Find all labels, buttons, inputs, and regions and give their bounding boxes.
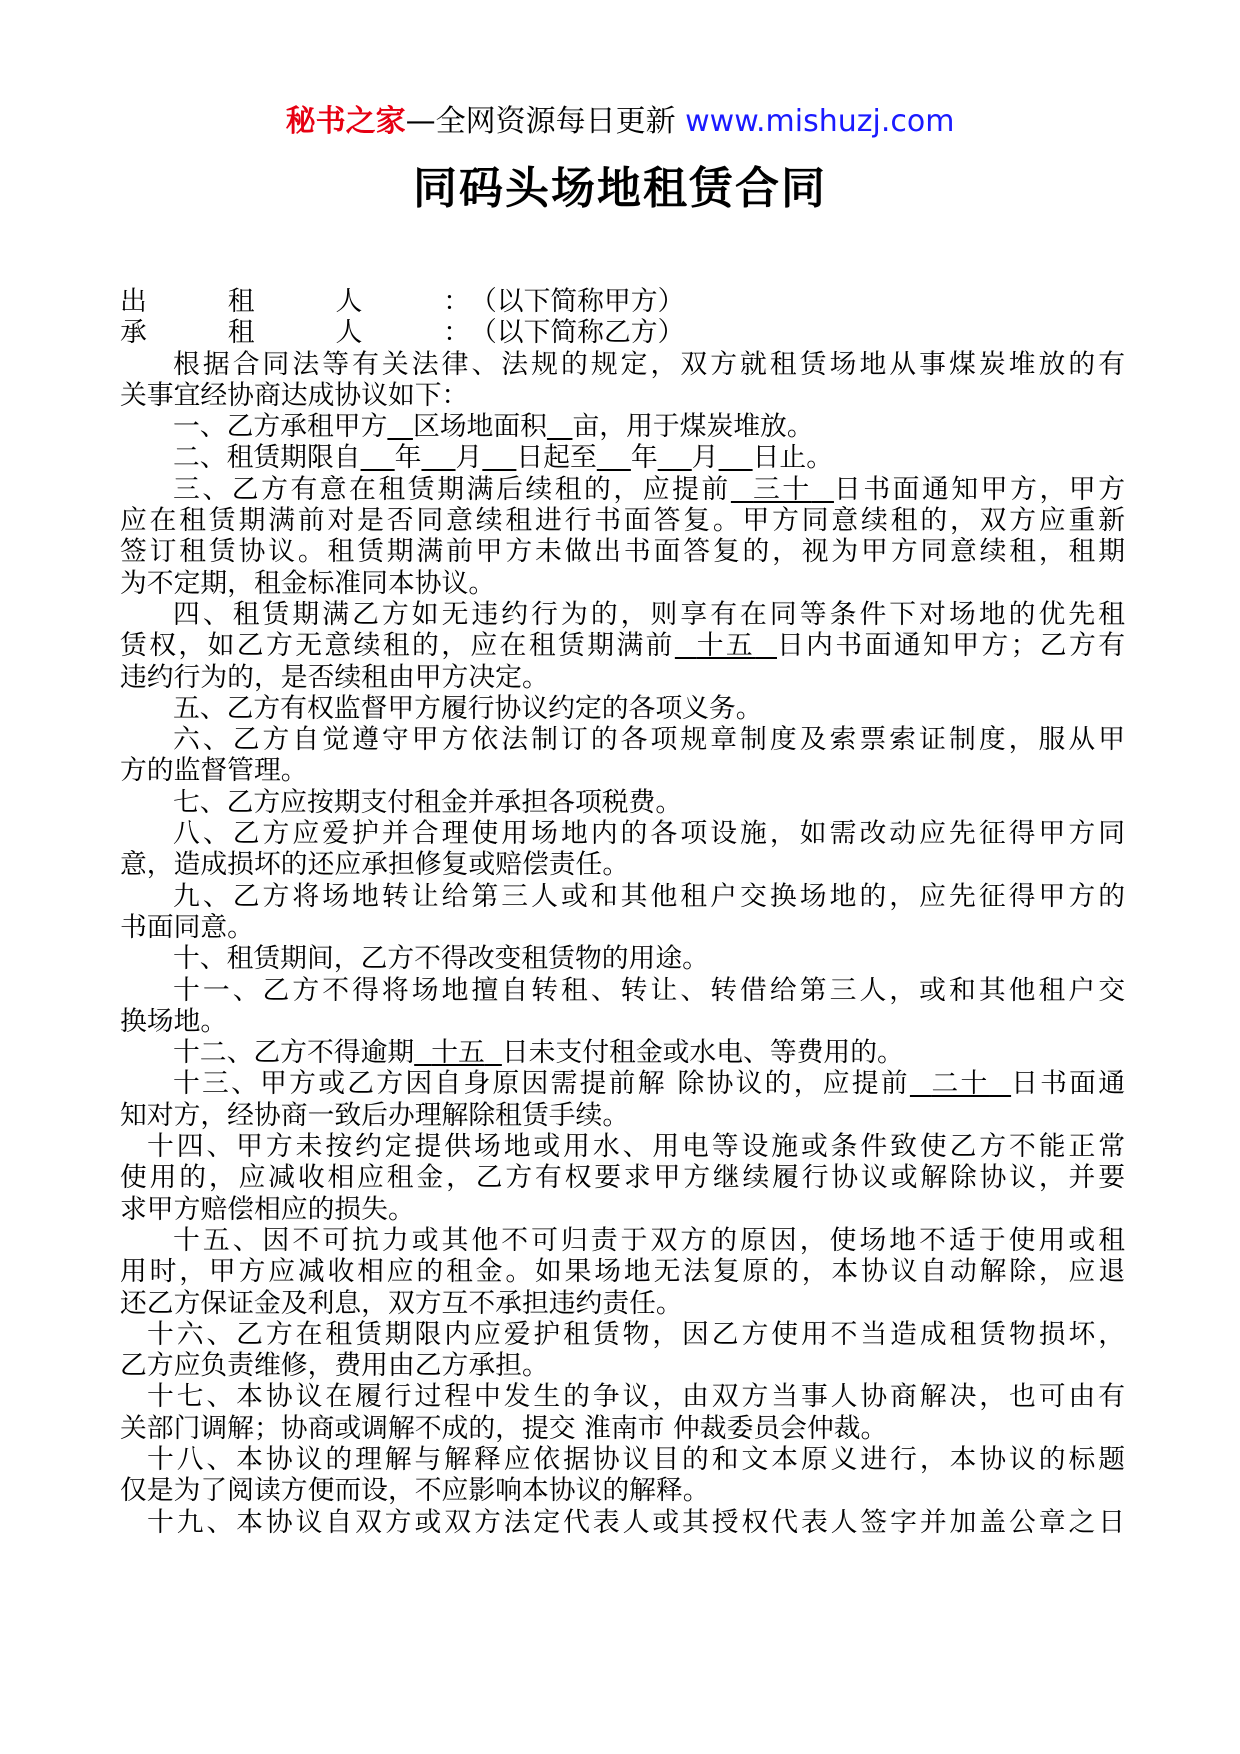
clause-text: 日未支付租金或水电、等费用的。	[501, 1037, 904, 1069]
blank-field	[361, 442, 395, 473]
clause-2	[120, 442, 1125, 473]
blank-field	[597, 442, 631, 473]
clause-text: 月	[455, 442, 483, 474]
lessee-note: （以下简称乙方）	[470, 317, 685, 349]
days-value: 十五	[431, 1037, 485, 1069]
clause-14: 十四、甲方未按约定提供场地或用水、用电等设施或条件致使乙方不能正常	[147, 1131, 1125, 1163]
clause-17: 十七、本协议在履行过程中发生的争议，由双方当事人协商解决，也可由有	[147, 1381, 1125, 1413]
blank-field	[547, 411, 573, 442]
clause-18: 十八、本协议的理解与解释应依据协议目的和文本原义进行，本协议的标题	[147, 1443, 1125, 1475]
filled-days-field	[675, 630, 777, 661]
clause-line: 乙方应负责维修，费用由乙方承担。	[120, 1350, 549, 1382]
days-value: 十五	[696, 630, 756, 662]
clause-line: 为不定期，租金标准同本协议。	[120, 567, 496, 599]
preamble-line: 关事宜经协商达成协议如下：	[120, 379, 469, 411]
clause-text: 日书面通	[1011, 1068, 1126, 1100]
clause-text: 一、乙方承租甲方	[173, 411, 388, 443]
clause-text: 亩，用于煤炭堆放。	[572, 411, 814, 443]
clause-12	[120, 1037, 1125, 1068]
clause-13	[120, 1068, 1125, 1099]
clause-text: 年	[630, 442, 658, 474]
clause-text: 年	[394, 442, 422, 474]
clause-15: 十五、因不可抗力或其他不可归责于双方的原因，使场地不适于使用或租	[173, 1224, 1125, 1256]
blank-field	[421, 442, 455, 473]
days-value: 二十	[931, 1068, 990, 1100]
clause-10: 十、租赁期间，乙方不得改变租赁物的用途。	[173, 943, 709, 975]
clause-text: 三、乙方有意在租赁期满后续租的，应提前	[173, 473, 731, 505]
clause-4: 四、租赁期满乙方如无违约行为的，则享有在同等条件下对场地的优先租	[173, 598, 1125, 630]
clause-text: 日起至	[516, 442, 597, 474]
filled-days-field	[910, 1068, 1011, 1099]
clause-line: 使用的，应减收相应租金，乙方有权要求甲方继续履行协议或解除协议，并要	[120, 1162, 1125, 1194]
clause-line: 签订租赁协议。租赁期满前甲方未做出书面答复的，视为甲方同意续租，租期	[120, 536, 1125, 568]
banner-tagline: —全网资源每日更新	[405, 104, 676, 139]
clause-text: 十二、乙方不得逾期	[173, 1037, 415, 1069]
clause-line: 方的监督管理。	[120, 755, 308, 787]
blank-field	[658, 442, 692, 473]
clause-text: 二、租赁期限自	[173, 442, 361, 474]
lessee-line	[120, 317, 1125, 348]
lessee-label: 承租人：	[120, 317, 470, 349]
clause-line: 还乙方保证金及利息，双方互不承担违约责任。	[120, 1287, 683, 1319]
lessor-line	[120, 286, 1125, 317]
clause-7: 七、乙方应按期支付租金并承担各项税费。	[173, 786, 683, 818]
clause-line: 求甲方赔偿相应的损失。	[120, 1193, 415, 1225]
site-url-link[interactable]: www.mishuzj.com	[685, 104, 955, 139]
clause-6: 六、乙方自觉遵守甲方依法制订的各项规章制度及索票索证制度，服从甲	[173, 724, 1125, 756]
site-banner	[0, 102, 1240, 142]
clause-line: 意，造成损坏的还应承担修复或赔偿责任。	[120, 849, 630, 881]
clause-text: 赁权，如乙方无意续租的，应在租赁期满前	[120, 630, 675, 662]
contract-body	[120, 286, 1125, 1538]
brand-name: 秘书之家	[285, 104, 406, 139]
lessor-note: （以下简称甲方）	[470, 286, 685, 317]
clause-text: 十三、甲方或乙方因自身原因需提前解 除协议的，应提前	[173, 1068, 910, 1100]
clause-text: 月	[691, 442, 719, 474]
clause-text: 日书面通知甲方，甲方	[833, 473, 1126, 505]
clause-text: 区场地面积	[412, 411, 547, 443]
clause-line	[120, 630, 1125, 661]
clause-line: 应在租赁期满前对是否同意续租进行书面答复。甲方同意续租的，双方应重新	[120, 505, 1125, 537]
clause-line: 关部门调解；协商或调解不成的，提交 淮南市 仲裁委员会仲裁。	[120, 1412, 888, 1444]
clause-line: 仅是为了阅读方便而设，不应影响本协议的解释。	[120, 1475, 710, 1507]
clause-9: 九、乙方将场地转让给第三人或和其他租户交换场地的，应先征得甲方的	[173, 880, 1125, 912]
clause-text: 日内书面通知甲方；乙方有	[776, 630, 1126, 662]
clause-1	[120, 411, 1125, 442]
preamble-line: 根据合同法等有关法律、法规的规定，双方就租赁场地从事煤炭堆放的有	[173, 348, 1125, 380]
clause-16: 十六、乙方在租赁期限内应爱护租赁物，因乙方使用不当造成租赁物损坏，	[147, 1318, 1125, 1350]
clause-line: 用时，甲方应减收相应的租金。如果场地无法复原的，本协议自动解除，应退	[120, 1256, 1125, 1288]
clause-3	[120, 474, 1125, 505]
clause-text: 日止。	[752, 442, 834, 474]
clause-8: 八、乙方应爱护并合理使用场地内的各项设施，如需改动应先征得甲方同	[173, 818, 1125, 850]
clause-line: 知对方，经协商一致后办理解除租赁手续。	[120, 1099, 630, 1131]
clause-19: 十九、本协议自双方或双方法定代表人或其授权代表人签字并加盖公章之日	[147, 1506, 1125, 1538]
document-title: 同码头场地租赁合同	[413, 163, 827, 214]
filled-days-field	[731, 474, 834, 505]
clause-line: 换场地。	[120, 1005, 228, 1037]
days-value: 三十	[753, 473, 812, 505]
filled-days-field	[414, 1037, 502, 1068]
clause-11: 十一、乙方不得将场地擅自转租、转让、转借给第三人，或和其他租户交	[173, 974, 1125, 1006]
blank-field	[387, 411, 413, 442]
clause-5: 五、乙方有权监督甲方履行协议约定的各项义务。	[173, 692, 763, 724]
lessor-label: 出租人：	[120, 286, 470, 317]
blank-field	[719, 442, 753, 473]
clause-line: 书面同意。	[120, 911, 254, 943]
clause-line: 违约行为的，是否续租由甲方决定。	[120, 661, 549, 693]
blank-field	[482, 442, 516, 473]
